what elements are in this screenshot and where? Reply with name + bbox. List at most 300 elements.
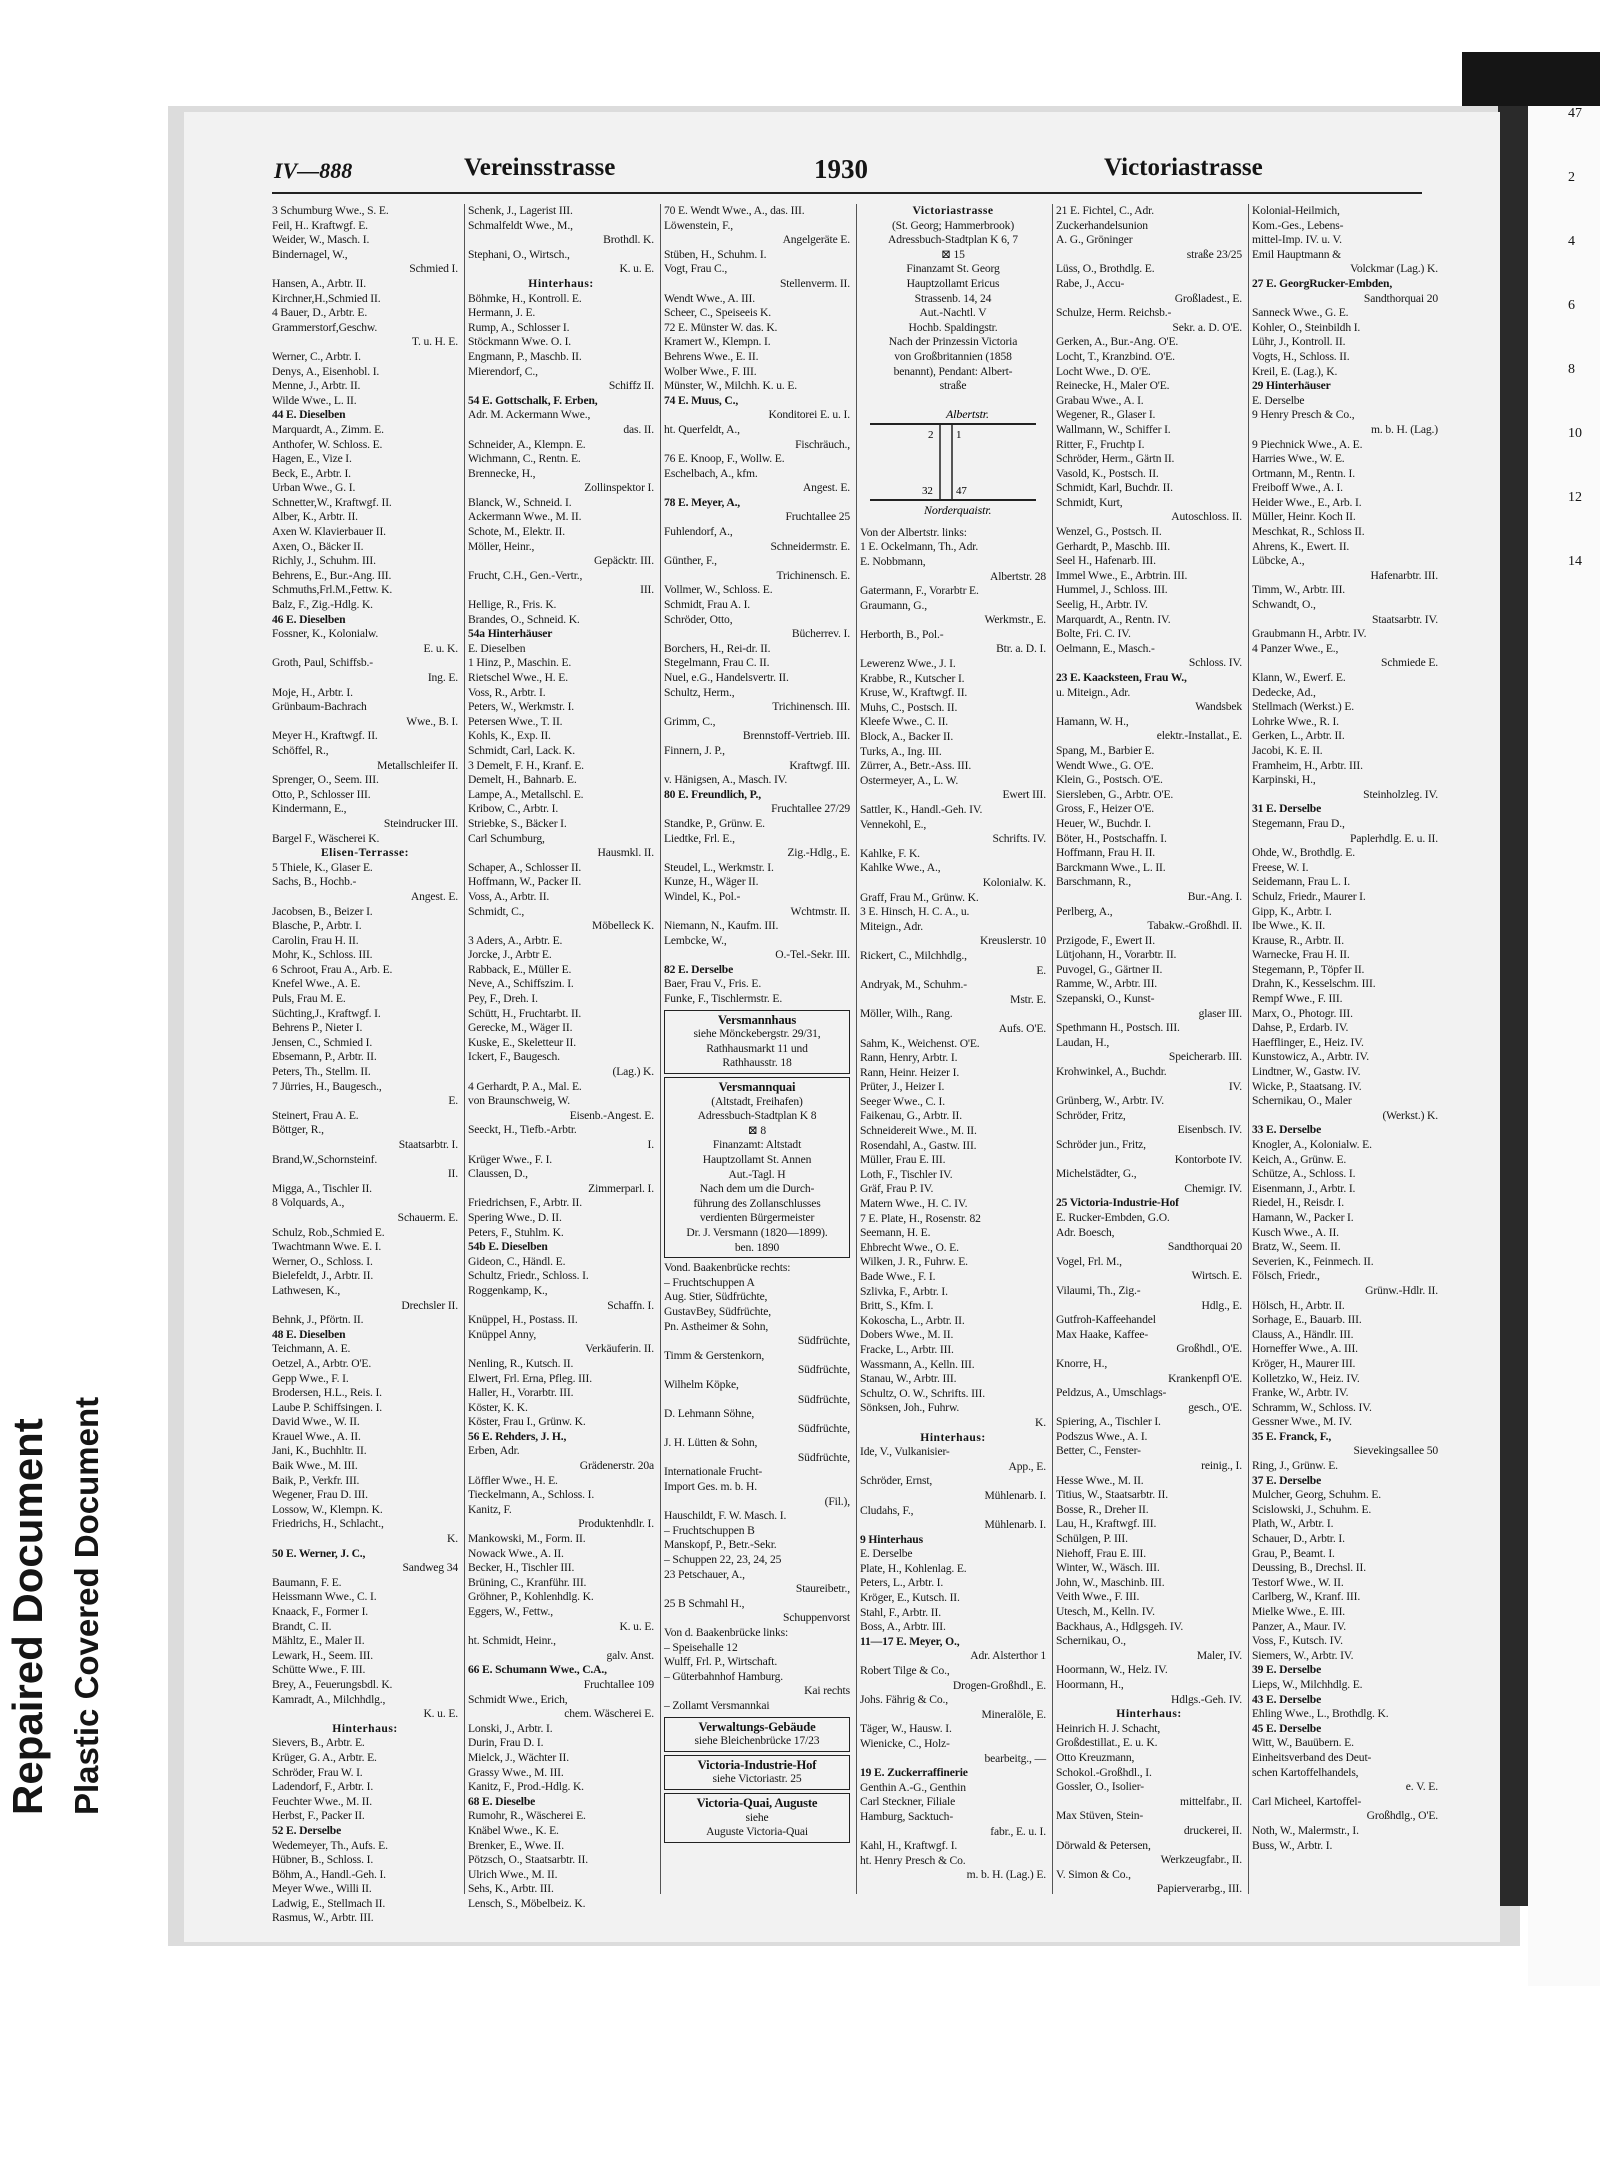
resident-entry: Kribow, C., Arbtr. I. (468, 802, 559, 816)
house-number-entry: 68 E. Dieselbe (468, 1794, 536, 1808)
resident-entry: Hauptzollamt Ericus (906, 276, 1000, 290)
resident-entry: Puvogel, G., Gärtner II. (1056, 962, 1163, 976)
section-heading: Hinterhaus: (920, 1430, 986, 1444)
resident-entry: Kruse, W., Kraftwgf. II. (860, 686, 968, 700)
resident-entry: Liedtke, Frl. E., (664, 831, 735, 845)
resident-entry: John, W., Maschinb. III. (1056, 1575, 1165, 1589)
resident-entry: Krabbe, R., Kutscher I. (860, 671, 965, 685)
resident-entry: Schmalfeldt Wwe., M., (468, 218, 573, 232)
house-number-entry: 46 E. Dieselben (272, 612, 346, 626)
resident-entry: – Fruchtschuppen A (664, 1275, 755, 1289)
resident-entry: Sönksen, Joh., Fuhrw. (860, 1401, 960, 1415)
resident-entry: – Güterbahnhof Hamburg. (664, 1669, 784, 1683)
resident-entry: Stanau, W., Arbtr. III. (860, 1372, 957, 1386)
resident-entry: Tieckelmann, A., Schloss. I. (468, 1488, 595, 1502)
resident-entry: Steindrucker III. (383, 816, 458, 830)
resident-entry: K. u. E. (619, 262, 654, 276)
resident-entry: 1 Hinz, P., Maschin. E. (468, 656, 572, 670)
right-street-title: Victoriastrasse (1104, 154, 1263, 181)
resident-entry: Baumann, F. E. (272, 1575, 342, 1589)
resident-entry: Borchers, H., Rei-dr. II. (664, 641, 771, 655)
resident-entry: Knorre, H., (1056, 1356, 1108, 1370)
resident-entry: Zuckerhandelsunion (1056, 218, 1148, 232)
resident-entry: Wenzel, G., Postsch. II. (1056, 525, 1162, 539)
resident-entry: Migga, A., Tischler II. (272, 1181, 372, 1195)
resident-entry: Vogt, Frau C., (664, 262, 728, 276)
resident-entry: Zig.-Hdlg., E. (787, 846, 850, 860)
resident-entry: Fracke, L., Arbtr. III. (860, 1342, 954, 1356)
resident-entry: Rann, Henry, Arbtr. I. (860, 1051, 958, 1065)
resident-entry: Ibe Wwe., K. II. (1252, 919, 1326, 933)
resident-entry: galv. Anst. (606, 1648, 654, 1662)
adjacent-page-fragment: 2 (1568, 170, 1575, 185)
resident-entry: Schröder, Fritz, (1056, 1108, 1126, 1122)
resident-entry: Zimmerparl. I. (588, 1181, 654, 1195)
resident-entry: Schröder, Ernst, (860, 1474, 933, 1488)
resident-entry: Bindernagel, W., (272, 247, 348, 261)
resident-entry: Kraftwgf. III. (789, 758, 850, 772)
resident-entry: Steinholzleg. IV. (1363, 787, 1438, 801)
resident-entry: Strassenb. 14, 24 (914, 291, 992, 305)
resident-entry: Utesch, M., Kelln. IV. (1056, 1605, 1155, 1618)
resident-entry: Angest. E. (410, 889, 458, 903)
resident-entry: Seeger Wwe., C. I. (860, 1094, 945, 1108)
resident-entry: von Großbritannien (1858 (894, 349, 1012, 363)
resident-entry: Vollmer, W., Schloss. E. (664, 583, 773, 597)
resident-entry: J. H. Lütten & Sohn, (664, 1436, 758, 1450)
listing-box (664, 1717, 850, 1752)
resident-entry: Kanitz, F. (468, 1502, 512, 1516)
resident-entry: Boss, A., Arbtr. III. (860, 1620, 946, 1634)
house-number-entry: 37 E. Derselbe (1252, 1473, 1322, 1487)
resident-entry: Max Stüven, Stein- (1056, 1809, 1144, 1823)
resident-entry: Lensch, S., Möbelbeiz. K. (468, 1896, 586, 1910)
resident-entry: Niehoff, Frau E. III. (1056, 1546, 1147, 1560)
resident-entry: Max Haake, Kaffee- (1056, 1327, 1149, 1341)
resident-entry: Peters, W., Werkmstr. I. (468, 700, 575, 714)
resident-entry: Aufs. O'E. (998, 1021, 1046, 1035)
resident-entry: Feuchter Wwe., M. II. (272, 1794, 372, 1808)
resident-entry: Schmied I. (409, 262, 458, 276)
resident-entry: Deussing, B., Drechsl. II. (1252, 1561, 1366, 1575)
resident-entry: e. V. E. (1405, 1780, 1438, 1794)
left-street-title: Vereinsstrasse (464, 154, 616, 181)
resident-entry: Staatsarbtr. IV. (1372, 612, 1438, 626)
box-line: verdienten Bürgermeister (699, 1211, 815, 1225)
resident-entry: Sandweg 34 (402, 1561, 458, 1575)
page-gutter (1498, 106, 1528, 1906)
resident-entry: Wendt Wwe., A. III. (664, 291, 755, 305)
resident-entry: Testorf Wwe., W. II. (1252, 1575, 1344, 1589)
resident-entry: Staureibetr., (795, 1582, 850, 1596)
resident-entry: Hamann, W. H., (1056, 714, 1129, 728)
resident-entry: Nowack Wwe., A. II. (468, 1546, 564, 1560)
resident-entry: Autoschloss. II. (1171, 510, 1242, 524)
resident-entry: Ramme, W., Arbtr. III. (1056, 977, 1158, 991)
resident-entry: das. II. (623, 422, 654, 436)
resident-entry: Südfrüchte, (797, 1334, 850, 1348)
house-number-entry: 44 E. Dieselben (272, 408, 346, 422)
house-number-entry: 80 E. Freundlich, P., (664, 787, 762, 801)
resident-entry: Peldzus, A., Umschlags- (1056, 1386, 1167, 1400)
resident-entry: 3 Aders, A., Arbtr. E. (468, 933, 563, 947)
resident-entry: Siemers, W., Arbtr. IV. (1252, 1648, 1354, 1662)
resident-entry: Wandsbek (1195, 700, 1242, 714)
resident-entry: Wendt Wwe., G. O'E. (1056, 758, 1154, 772)
resident-entry: schen Kartoffelhandels, (1252, 1765, 1359, 1779)
resident-entry: Horneffer Wwe., A. III. (1252, 1342, 1358, 1356)
resident-entry: Rempf Wwe., F. III. (1252, 992, 1343, 1006)
resident-entry: Krankenpfl O'E. (1168, 1371, 1242, 1385)
resident-entry: Seel H., Hafenarb. III. (1056, 554, 1156, 568)
resident-entry: Scheer, C., Speiseeis K. (664, 306, 772, 320)
resident-entry: Ostermeyer, A., L. W. (860, 773, 959, 787)
resident-entry: 9 Piechnick Wwe., A. E. (1252, 437, 1363, 451)
resident-entry: 4 Panzer Wwe., E., (1252, 641, 1339, 655)
resident-entry: Vond. Baakenbrücke rechts: (664, 1261, 791, 1275)
resident-entry: Nenling, R., Kutsch. II. (468, 1356, 574, 1370)
resident-entry: Nuel, e.G., Handelsvertr. II. (664, 671, 789, 684)
resident-entry: Hdlg., E. (1201, 1298, 1242, 1312)
resident-entry: Carolin, Frau H. II. (272, 933, 359, 947)
resident-entry: Stellmach (Werkst.) E. (1252, 700, 1355, 714)
resident-entry: Petersen Wwe., T. II. (468, 714, 563, 728)
column-divider (464, 204, 465, 1894)
resident-entry: Lüss, O., Brothdlg. E. (1056, 262, 1155, 276)
resident-entry: Titius, W., Staatsarbtr. II. (1056, 1488, 1168, 1502)
resident-entry: Schnetter,W., Kraftwgf. II. (272, 495, 392, 509)
section-heading: Hinterhaus: (528, 276, 594, 290)
resident-entry: 5 Thiele, K., Glaser E. (272, 860, 373, 874)
resident-entry: Schulze, Herm. Reichsb.- (1056, 306, 1172, 320)
resident-entry: Fruchtallee 27/29 (771, 802, 850, 816)
page-header (274, 154, 1424, 190)
resident-entry: Puls, Frau M. E. (272, 992, 346, 1006)
house-number-entry: 39 E. Derselbe (1252, 1663, 1322, 1677)
resident-entry: Heuer, W., Buchdr. I. (1056, 816, 1151, 830)
resident-entry: Carl Steckner, Filiale (860, 1795, 956, 1809)
house-number-entry: 45 E. Derselbe (1252, 1721, 1322, 1735)
resident-entry: Friedrichs, H., Schlacht., (272, 1517, 384, 1531)
resident-entry: Mstr. E. (1010, 992, 1046, 1006)
resident-entry: Heissmann Wwe., C. I. (272, 1590, 377, 1604)
resident-entry: fabr., E. u. I. (990, 1824, 1046, 1838)
resident-entry: Vasold, K., Postsch. II. (1056, 466, 1159, 480)
resident-entry: V. Simon & Co., (1056, 1867, 1131, 1881)
resident-entry: Gerecke, M., Wäger II. (468, 1021, 573, 1035)
resident-entry: Heinrich H. J. Schacht, (1056, 1721, 1161, 1735)
resident-entry: Meyer H., Kraftwgf. II. (272, 729, 378, 743)
adjacent-page-fragment: 6 (1568, 298, 1575, 313)
resident-entry: Behrens Wwe., E. II. (664, 349, 759, 363)
resident-entry: Cludahs, F., (860, 1503, 914, 1517)
resident-entry: Großladest., E. (1174, 291, 1242, 305)
resident-entry: Jacobi, K. E. II. (1252, 743, 1323, 757)
resident-entry: K. u. E. (423, 1707, 458, 1721)
resident-entry: Schütze, A., Schloss. I. (1252, 1167, 1356, 1181)
resident-entry: Harries Wwe., W. E. (1252, 452, 1345, 466)
resident-entry: Claussen, D., (468, 1167, 528, 1181)
resident-entry: Ring, J., Grünw. E. (1252, 1459, 1338, 1473)
resident-entry: Barschmann, R., (1056, 875, 1132, 889)
resident-entry: m. b. H. (Lag.) (1371, 422, 1438, 436)
resident-entry: Witt, W., Bauübern. E. (1252, 1736, 1354, 1750)
resident-entry: Schmidt, Carl, Lack. K. (468, 743, 575, 757)
resident-entry: Hoffmann, W., Packer II. (468, 875, 582, 889)
resident-entry: Locht, T., Kranzbind. O'E. (1056, 349, 1175, 363)
column-5 (1056, 204, 1242, 1894)
resident-entry: Stüben, H., Schuhm. I. (664, 247, 767, 261)
resident-entry: Sahm, K., Weichenst. O'E. (860, 1036, 980, 1050)
resident-entry: Gessner Wwe., M. IV. (1252, 1415, 1352, 1429)
resident-entry: Produktenhdlr. I. (578, 1517, 654, 1531)
resident-entry: Schöffel, R., (272, 743, 329, 757)
directory-page (184, 112, 1500, 1942)
resident-entry: Spang, M., Barbier E. (1056, 743, 1155, 757)
resident-entry: Blanck, W., Schneid. I. (468, 495, 572, 509)
resident-entry: 76 E. Knoop, F., Wollw. E. (664, 452, 785, 466)
resident-entry: Knogler, A., Kolonialw. E. (1252, 1138, 1372, 1151)
box-line: Nach dem um die Durch- (699, 1182, 815, 1196)
house-number-entry: 31 E. Derselbe (1252, 802, 1322, 816)
resident-entry: Adressbuch-Stadtplan K 6, 7 (888, 233, 1018, 247)
resident-entry: Internationale Frucht- (664, 1465, 763, 1479)
resident-entry: 70 E. Wendt Wwe., A., das. III. (664, 204, 805, 217)
resident-entry: 21 E. Fichtel, C., Adr. (1056, 204, 1154, 217)
resident-entry: Heider Wwe., E., Arb. I. (1252, 495, 1362, 509)
resident-entry: Ehbrecht Wwe., O. E. (860, 1240, 959, 1254)
resident-entry: Laudan, H., (1056, 1035, 1110, 1049)
resident-entry: – Fruchtschuppen B (664, 1523, 755, 1537)
resident-entry: Wulff, Frl. P., Wirtschaft. (664, 1655, 778, 1669)
resident-entry: Möbelleck K. (592, 919, 654, 933)
resident-entry: Sanneck Wwe., G. E. (1252, 306, 1349, 320)
resident-entry: Klein, G., Postsch. O'E. (1056, 773, 1163, 787)
resident-entry: Turks, A., Ing. III. (860, 744, 942, 758)
box-line: Rathhausmarkt 11 und (706, 1041, 808, 1055)
resident-entry: Severien, K., Feinmech. II. (1252, 1254, 1374, 1268)
resident-entry: straße 23/25 (1186, 247, 1242, 261)
resident-entry: Wchtmstr. II. (790, 904, 850, 918)
resident-entry: Gutfroh-Kaffeehandel (1056, 1313, 1156, 1327)
box-line: (Altstadt, Freihafen) (711, 1094, 803, 1108)
resident-entry: Immel Wwe., E., Arbtrin. III. (1056, 568, 1188, 582)
resident-entry: Hesse Wwe., M. II. (1056, 1473, 1144, 1487)
year-title: 1930 (814, 154, 868, 184)
resident-entry: Ewert III. (1002, 788, 1046, 802)
resident-entry: Knaack, F., Former I. (272, 1605, 369, 1618)
resident-entry: Grimm, C., (664, 714, 716, 728)
resident-entry: Teichmann, A. E. (272, 1342, 351, 1356)
resident-entry: Schulz, Friedr., Maurer I. (1252, 889, 1366, 903)
resident-entry: Lathwesen, K., (272, 1283, 341, 1297)
resident-entry: Kahl, H., Kraftwgf. I. (860, 1839, 958, 1853)
resident-entry: Hoormann, W., Helz. IV. (1056, 1663, 1168, 1677)
resident-entry: Haefflinger, E., Heiz. IV. (1252, 1035, 1364, 1049)
resident-entry: Bücherrev. I. (791, 627, 850, 641)
resident-entry: Mineralöle, E. (981, 1707, 1046, 1721)
section-heading: Victoriastrasse (912, 204, 994, 217)
resident-entry: Schloss. IV. (1188, 656, 1242, 670)
resident-entry: ⊠ 15 (941, 247, 965, 261)
resident-entry: Rasmus, W., Arbtr. III. (272, 1911, 374, 1925)
resident-entry: Pey, F., Dreh. I. (468, 992, 538, 1006)
resident-entry: u. Miteign., Adr. (1056, 685, 1131, 699)
column-divider (856, 204, 857, 1894)
resident-entry: Köster, K. K. (468, 1400, 528, 1414)
resident-entry: mittelfabr., II. (1180, 1794, 1242, 1808)
resident-entry: Möller, Heinr., (468, 539, 535, 553)
resident-entry: Spethmann H., Postsch. III. (1056, 1021, 1180, 1035)
resident-entry: Knüppel Anny, (468, 1327, 537, 1341)
resident-entry: Meyer Wwe., Willi II. (272, 1882, 372, 1896)
resident-entry: Bolte, Fri. C. IV. (1056, 627, 1131, 641)
resident-entry: Meschkat, R., Schloss II. (1252, 525, 1365, 539)
resident-entry: straße (939, 379, 967, 393)
resident-entry: Rietschel Wwe., H. E. (468, 671, 568, 684)
resident-entry: Sorhage, E., Bauarb. III. (1252, 1313, 1362, 1327)
resident-entry: Dörwald & Petersen, (1056, 1838, 1151, 1852)
resident-entry: Graff, Frau M., Grünw. K. (860, 890, 979, 904)
resident-entry: 3 E. Hinsch, H. C. A., u. (860, 905, 970, 919)
resident-entry: Marquardt, A., Zimm. E. (272, 422, 384, 436)
resident-entry: 9 Henry Presch & Co., (1252, 408, 1355, 422)
resident-entry: Südfrüchte, (797, 1392, 850, 1406)
resident-entry: Knefel Wwe., A. E. (272, 977, 361, 991)
resident-entry: Brennecke, H., (468, 466, 536, 480)
resident-entry: Schneidereit Wwe., M. II. (860, 1124, 977, 1138)
resident-entry: Hdlgs.-Geh. IV. (1171, 1692, 1242, 1706)
resident-entry: Hauschildt, F. W. Masch. I. (664, 1509, 787, 1523)
resident-entry: Oelmann, E., Masch.- (1056, 641, 1155, 655)
resident-entry: Marx, O., Photogr. III. (1252, 1006, 1353, 1020)
resident-entry: Muhs, C., Postsch. II. (860, 700, 958, 714)
resident-entry: Adr. Boesch, (1056, 1225, 1115, 1239)
resident-entry: Friedrichsen, F., Arbtr. II. (468, 1196, 583, 1210)
resident-entry: Brenker, E., Wwe. II. (468, 1838, 564, 1852)
resident-entry: Gerken, A., Bur.-Ang. O'E. (1056, 335, 1179, 349)
resident-entry: Better, C., Fenster- (1056, 1444, 1141, 1458)
resident-entry: – Zollamt Versmannkai (664, 1698, 770, 1712)
resident-entry: Riedel, H., Reisdr. I. (1252, 1196, 1345, 1210)
resident-entry: Schulz, Rob.,Schmied E. (272, 1225, 385, 1239)
resident-entry: Ehling Wwe., L., Brothdlg. K. (1252, 1707, 1389, 1721)
resident-entry: Ortmann, M., Rentn. I. (1252, 466, 1355, 480)
resident-entry: Franke, W., Arbtr. IV. (1252, 1386, 1349, 1400)
column-4 (860, 204, 1046, 1894)
resident-entry: Dahse, P., Erdarb. IV. (1252, 1021, 1349, 1035)
resident-entry: Kunze, H., Wäger II. (664, 875, 759, 889)
resident-entry: Matern Wwe., H. C. IV. (860, 1197, 968, 1211)
resident-entry: Stegemann, P., Töpfer II. (1252, 962, 1365, 976)
resident-entry: Ebsemann, P., Arbtr. II. (272, 1050, 377, 1064)
resident-entry: Gross, F., Heizer O'E. (1056, 802, 1154, 816)
map-house-number: 32 (922, 484, 933, 497)
resident-entry: Hafenarbtr. III. (1370, 568, 1438, 582)
resident-entry: Papierverarbg., III. (1156, 1882, 1242, 1896)
resident-entry: Lau, H., Kraftwgf. III. (1056, 1517, 1157, 1531)
resident-entry: Schokol.-Großhdl., I. (1056, 1765, 1152, 1779)
resident-entry: Krause, R., Arbtr. II. (1252, 933, 1345, 947)
resident-entry: Gerhardt, P., Maschb. III. (1056, 539, 1170, 553)
resident-entry: Import Ges. m. b. H. (664, 1480, 757, 1494)
resident-entry: Neve, A., Schiffszim. I. (468, 977, 574, 991)
resident-entry: Seidemann, Frau L. I. (1252, 875, 1350, 889)
resident-entry: Täger, W., Hausw. I. (860, 1722, 952, 1736)
resident-entry: Kleefe Wwe., C. II. (860, 715, 949, 729)
resident-entry: von Braunschweig, W. (468, 1094, 570, 1108)
house-number-entry: 25 Victoria-Industrie-Hof (1056, 1196, 1179, 1210)
house-number-entry: 19 E. Zuckerraffinerie (860, 1766, 968, 1780)
resident-entry: Perlberg, A., (1056, 904, 1113, 918)
resident-entry: 6 Schroot, Frau A., Arb. E. (272, 962, 393, 976)
resident-entry: Jorcke, J., Arbtr E. (468, 948, 552, 962)
resident-entry: Britt, S., Kfm. I. (860, 1299, 934, 1313)
house-number-entry: 23 E. Kaacksteen, Frau W., (1056, 671, 1187, 684)
resident-entry: Spering Wwe., D. II. (468, 1210, 562, 1224)
resident-entry: Kai rechts (804, 1684, 850, 1698)
box-line: Adressbuch-Stadtplan K 8 (697, 1109, 817, 1123)
resident-entry: Schaffn. I. (607, 1298, 654, 1312)
resident-entry: Lewark, H., Seem. III. (272, 1648, 374, 1662)
resident-entry: Schwandt, O., (1252, 598, 1316, 612)
box-line: Auguste Victoria-Quai (706, 1825, 808, 1839)
resident-entry: 1 E. Ockelmann, Th., Adr. (860, 540, 979, 554)
resident-entry: Löffler Wwe., H. E. (468, 1473, 558, 1487)
resident-entry: Beck, E., Arbtr. I. (272, 466, 351, 480)
resident-entry: Mankowski, M., Form. II. (468, 1532, 586, 1546)
resident-entry: Sprenger, O., Seem. III. (272, 773, 379, 787)
resident-entry: Lieps, W., Milchhdlg. E. (1252, 1677, 1363, 1691)
box-line: ben. 1890 (734, 1240, 780, 1254)
column-1 (272, 204, 458, 1925)
resident-entry: v. Hänigsen, A., Masch. IV. (664, 773, 788, 787)
resident-entry: Kirchner,H.,Schmied II. (272, 291, 381, 305)
resident-entry: Carl Micheel, Kartoffel- (1252, 1794, 1362, 1808)
resident-entry: App., E. (1008, 1459, 1046, 1473)
resident-entry: Hochb. Spaldingstr. (908, 320, 998, 334)
resident-entry: Schmiede E. (1381, 656, 1438, 670)
resident-entry: Hagen, E., Vize I. (272, 452, 352, 466)
resident-entry: Rabback, E., Müller E. (468, 962, 572, 976)
resident-entry: Behrens, E., Bur.-Ang. III. (272, 568, 392, 582)
resident-entry: Mielck, J., Wächter II. (468, 1750, 569, 1764)
resident-entry: m. b. H. (Lag.) E. (966, 1868, 1046, 1882)
resident-entry: Carlberg, W., Kranf. III. (1252, 1590, 1361, 1604)
house-number-entry: 35 E. Franck, F., (1252, 1429, 1332, 1443)
resident-entry: Sattler, K., Handl.-Geh. IV. (860, 803, 983, 816)
resident-entry: Möller, Wilh., Rang. (860, 1007, 953, 1021)
house-number-entry: 56 E. Rehders, J. H., (468, 1429, 567, 1443)
resident-entry: Panzer, A., Maur. IV. (1252, 1619, 1347, 1633)
resident-entry: Trichinensch. III. (772, 700, 850, 714)
house-number-entry: 50 E. Werner, J. C., (272, 1546, 366, 1560)
resident-entry: Striebke, S., Bäcker I. (468, 816, 567, 830)
resident-entry: Großhdlg., O'E. (1366, 1809, 1438, 1823)
resident-entry: Elwert, Frl. Erna, Pfleg. III. (468, 1371, 592, 1385)
resident-entry: Bur.-Ang. I. (1187, 889, 1242, 903)
resident-entry: Hansen, A., Arbtr. II. (272, 276, 366, 290)
resident-entry: Gideon, C., Händl. E. (468, 1254, 566, 1268)
resident-entry: Vilaumi, Th., Zig.- (1056, 1283, 1141, 1297)
resident-entry: Peters, F., Stuhlm. K. (468, 1225, 564, 1239)
resident-entry: Mühlenarb. I. (984, 1518, 1046, 1532)
resident-entry: Schultz, O. W., Schrifts. III. (860, 1386, 985, 1400)
resident-entry: Werner, O., Schloss. I. (272, 1254, 373, 1268)
resident-entry: Rickert, C., Milchhdlg., (860, 948, 967, 962)
resident-entry: Otto Kreuzmann, (1056, 1750, 1135, 1764)
resident-entry: Brand,W.,Schornsteinf. (272, 1152, 378, 1166)
